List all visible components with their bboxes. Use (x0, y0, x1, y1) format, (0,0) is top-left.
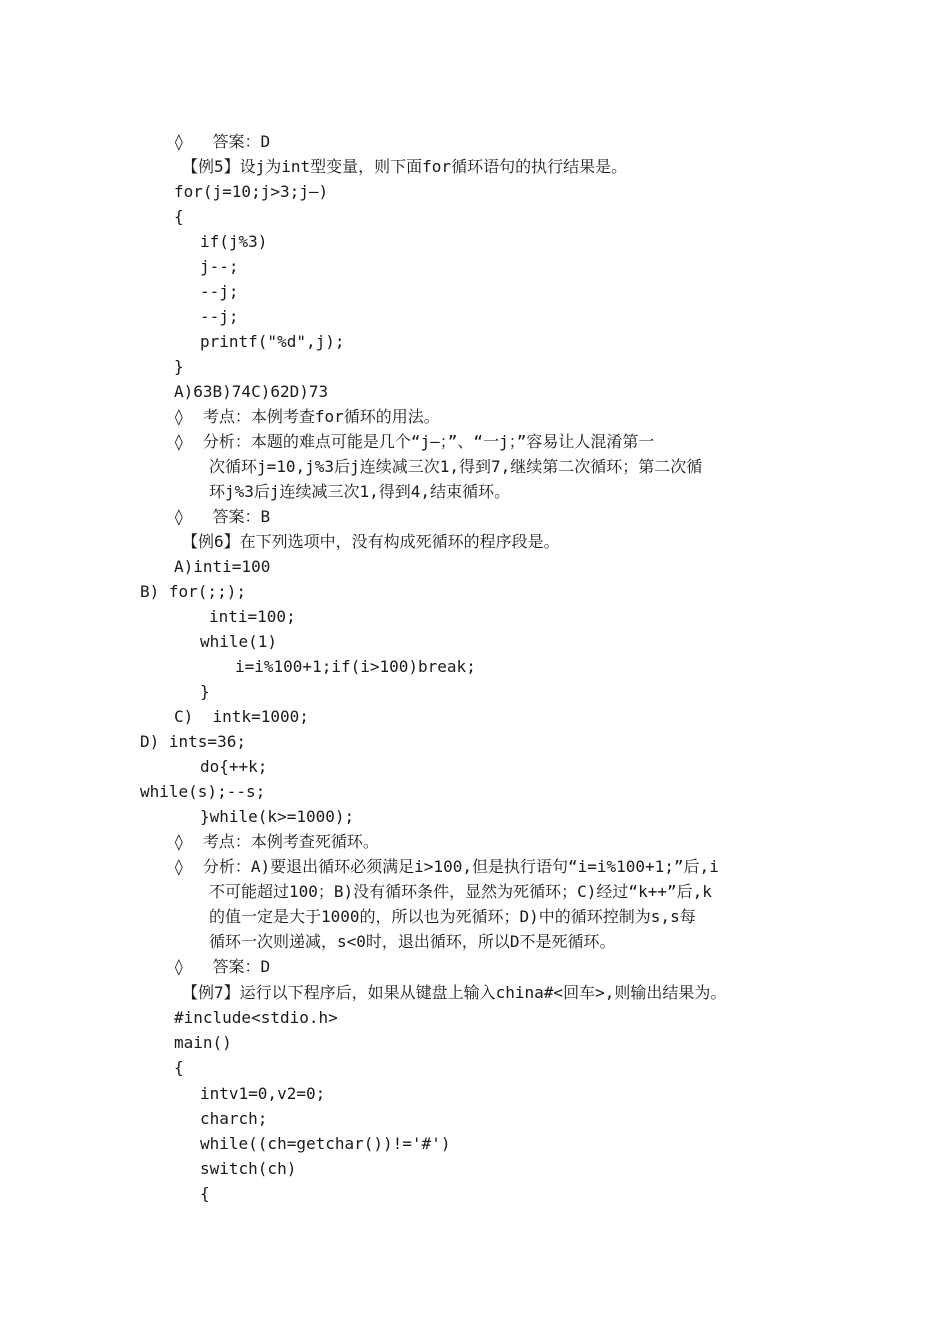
code-line: for(j=10;j>3;j—) (174, 182, 329, 201)
example-7-heading: 【例7】运行以下程序后，如果从键盘上输入china#<回车>,则输出结果为。 (182, 983, 727, 1002)
code-line: }while(k>=1000); (200, 807, 355, 826)
code-line: switch(ch) (200, 1159, 297, 1178)
code-line: D) ints=36; (140, 732, 246, 751)
code-line: } (200, 682, 210, 701)
code-line: charch; (200, 1109, 268, 1128)
code-line: } (174, 357, 184, 376)
code-line: j--; (200, 257, 239, 276)
analysis-line: 环j%3后j连续减三次1,得到4,结束循环。 (209, 482, 511, 501)
analysis-line: ◊ 分析：A)要退出循环必须满足i>100,但是执行语句“i=i%100+1;”后,i (174, 857, 719, 876)
answer-line: ◊ 答案：B (174, 507, 271, 526)
code-line: printf("%d",j); (200, 332, 345, 351)
answer-line: ◊ 答案：D (174, 957, 271, 976)
code-line: intv1=0,v2=0; (200, 1084, 326, 1103)
analysis-line: 循环一次则递减，s<0时，退出循环，所以D不是死循环。 (209, 932, 616, 951)
analysis-line: 不可能超过100；B)没有循环条件，显然为死循环；C)经过“k++”后,k (209, 882, 712, 901)
code-line: { (174, 207, 184, 226)
code-line: #include<stdio.h> (174, 1008, 338, 1027)
code-line: main() (174, 1033, 232, 1052)
key-point-line: ◊ 考点：本例考查for循环的用法。 (174, 407, 440, 426)
code-line: while((ch=getchar())!='#') (200, 1134, 451, 1153)
code-line: inti=100; (209, 607, 296, 626)
code-line: B) for(;;); (140, 582, 246, 601)
code-line: do{++k; (200, 757, 268, 776)
code-line: i=i%100+1;if(i>100)break; (235, 657, 476, 676)
answer-line: ◊ 答案：D (174, 132, 271, 151)
example-5-heading: 【例5】设j为int型变量，则下面for循环语句的执行结果是。 (182, 157, 628, 176)
options-line: A)63B)74C)62D)73 (174, 382, 329, 401)
analysis-line: 的值一定是大于1000的，所以也为死循环；D)中的循环控制为s,s每 (209, 907, 696, 926)
code-line: C) intk=1000; (174, 707, 309, 726)
analysis-line: ◊ 分析：本题的难点可能是几个“j—；”、“一j；”容易让人混淆第一 (174, 432, 655, 451)
code-line: A)inti=100 (174, 557, 271, 576)
analysis-line: 次循环j=10,j%3后j连续减三次1,得到7,继续第二次循环；第二次循 (209, 457, 703, 476)
key-point-line: ◊ 考点：本例考查死循环。 (174, 832, 379, 851)
code-line: while(1) (200, 632, 278, 651)
code-line: --j; (200, 282, 239, 301)
code-line: --j; (200, 307, 239, 326)
code-line: while(s);--s; (140, 782, 266, 801)
code-line: { (200, 1184, 210, 1203)
code-line: { (174, 1058, 184, 1077)
example-6-heading: 【例6】在下列选项中，没有构成死循环的程序段是。 (182, 532, 560, 551)
code-line: if(j%3) (200, 232, 268, 251)
